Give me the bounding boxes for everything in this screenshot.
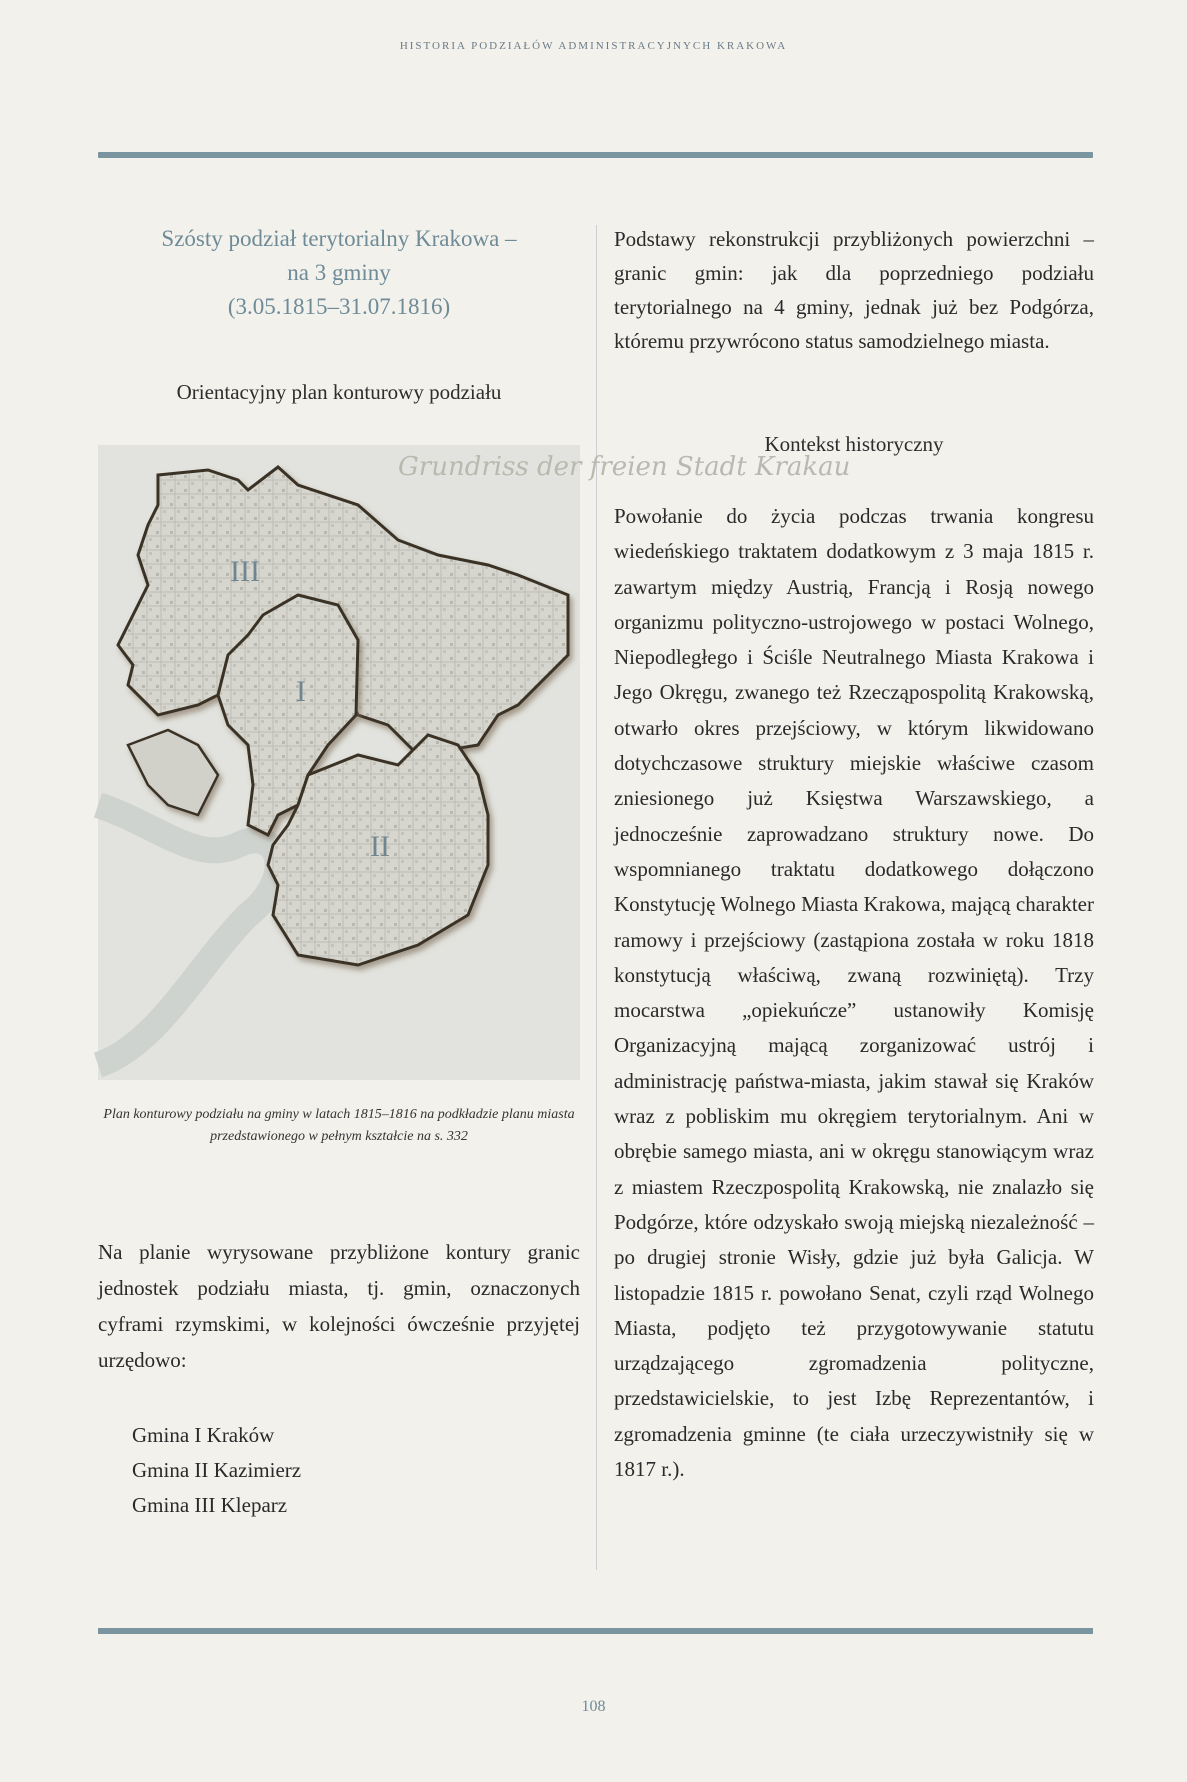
list-item: Gmina III Kleparz: [132, 1493, 288, 1517]
list-item: Gmina I Kraków: [132, 1423, 275, 1447]
gmina-iii-label: III: [230, 555, 260, 588]
left-paragraph: Na planie wyrysowane przybliżone kontury granic jednostek podziału miasta, tj. gmin, oznaczonych cyframi rzymskimi, w kolejności ówcześnie przyjętej urzędowo:: [98, 1240, 580, 1372]
right-column: [614, 222, 1094, 1487]
context-paragraph: Powołanie do życia podczas trwania kongresu wiedeńskiego traktatem dodatkowym z 3 maja 1815 r. zawartym między Austrią, Francją i Rosją nowego organizmu polityczno-ustrojowego w postaci Wolnego, Niepodległego i Ściśle Neutralnego Miasta Krakowa i Jego Okręgu, zwanego też Rzecząpospolitą Krakowską, otwarło okres przejściowy, w którym likwidowano dotychczasowe struktury miejskie właściwe czasom zniesionego już Księstwa Warszawskiego, a jednocześnie zaprowadzano struktury nowe. Do wspomnianego traktatu dodatkowego dołączono Konstytucję Wolnego Miasta Krakowa, mającą charakter ramowy i przejściowy (zastąpiona została w roku 1818 konstytucją właściwą, zwaną rozwiniętą). Trzy mocarstwa „opiekuńcze” ustanowiły Komisję Organizacyjną mającą zorganizować ustrój i administrację państwa-miasta, jakim stawał się Kraków wraz z pobliskim mu okręgiem terytorialnym. Ani w obrębie samego miasta, ani w okręgu stanowiącym wraz z miastem Rzeczpospolitą Krakowską, nie znalazło się Podgórze, które odzyskało swoją miejską niezależność – po drugiej stronie Wisły, gdzie już była Galicja. W listopadzie 1815 r. powołano Senat, czyli rząd Wolnego Miasta, podjęto też przygotowywanie statutu urządzającego zgromadzenia polityczne, przedstawicielskie, to jest Izbę Reprezentantów, i zgromadzenia gminne (te ciała urzeczywistniły się w 1817 r.).: [614, 504, 1094, 1482]
contour-map: [98, 445, 851, 1080]
section-title-line: (3.05.1815–31.07.1816): [227, 294, 451, 319]
map-caption: Plan konturowy podziału na gminy w latach 1815–1816 na podkładzie planu miasta przedstawionego w pełnym kształcie na s. 332: [103, 1107, 575, 1144]
plan-heading: Orientacyjny plan konturowy podziału: [176, 380, 502, 404]
list-item: Gmina II Kazimierz: [132, 1458, 302, 1482]
top-rule: [98, 152, 1093, 158]
section-title: [98, 222, 580, 324]
left-column: [98, 222, 851, 1523]
gmina-list: [132, 1418, 580, 1523]
bottom-rule: [98, 1628, 1093, 1634]
section-title-line: na 3 gminy: [287, 260, 391, 285]
page-number: 108: [581, 1698, 606, 1715]
column-divider: [596, 225, 597, 1570]
map-drawing: [98, 445, 851, 1080]
map-title-text: Grundriss der freien Stadt Krakau: [398, 452, 851, 482]
gmina-i-label: I: [296, 675, 306, 708]
intro-paragraph: Podstawy rekonstrukcji przybliżonych powierzchni – granic gmin: jak dla poprzedniego podziału terytorialnego na 4 gminy, jednak już bez Podgórza, któremu przywrócono status samodzielnego miasta.: [614, 227, 1094, 353]
gmina-ii-label: II: [370, 830, 390, 863]
section-title-line: Szósty podział terytorialny Krakowa –: [161, 226, 517, 251]
running-head: HISTORIA PODZIAŁÓW ADMINISTRACYJNYCH KRAKOWA: [399, 40, 788, 52]
context-heading: Kontekst historyczny: [764, 432, 944, 456]
